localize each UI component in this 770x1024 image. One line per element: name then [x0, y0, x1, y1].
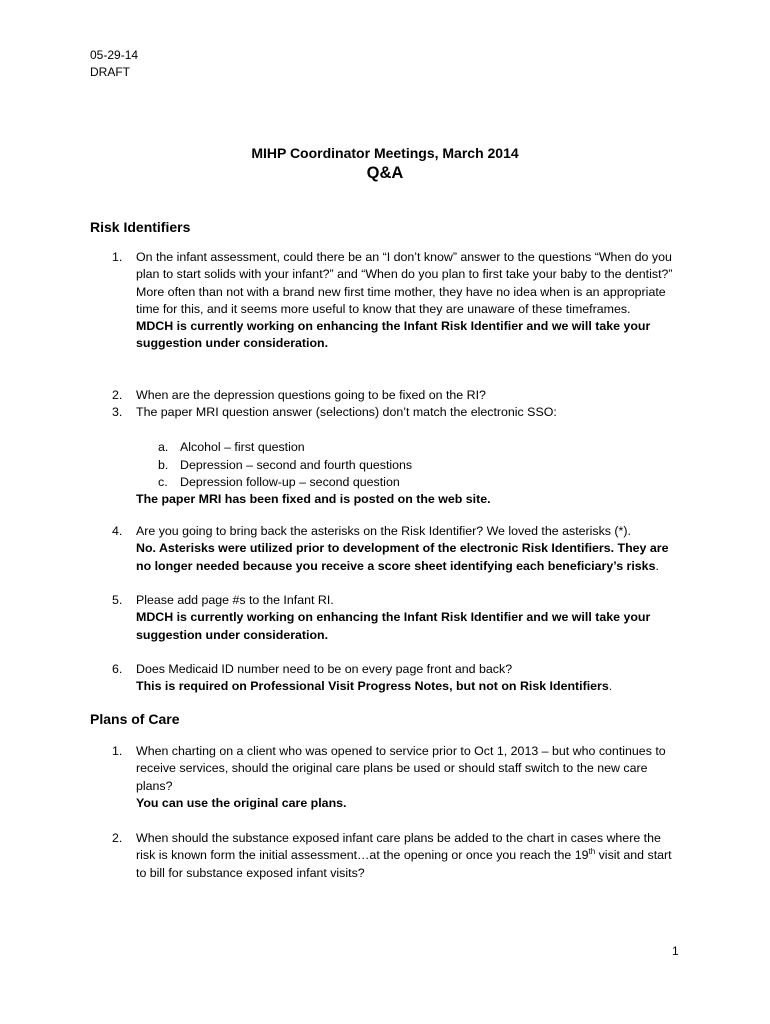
item-number: 3.	[112, 405, 123, 419]
care-item-1	[112, 743, 682, 812]
sub-item-letter: c.	[158, 474, 168, 489]
document-subtitle: Q&A	[366, 164, 404, 182]
item-number: 2.	[112, 388, 123, 402]
sub-item	[158, 457, 682, 474]
draft-label: DRAFT	[90, 65, 130, 79]
item-number: 5.	[112, 593, 123, 607]
question-text-start: When should the substance exposed infant care plans be added to the chart in cases where the risk is known form the initial assessment…at the opening or once you reach the 19	[136, 831, 661, 863]
item-question: On the infant assessment, could there be an “I don’t know” answer to the questions “When do you plan to start solids with your infant?” and “When do you plan to first take your baby to the dentist?” More often than not with a brand new first time mother, they have no idea when is an appropriate time for this, and it seems more useful to know that they are unaware of these timeframes.	[136, 250, 673, 316]
item-number: 2.	[112, 831, 123, 845]
answer-period: .	[655, 558, 659, 573]
item-number: 6.	[112, 662, 123, 676]
item-answer: MDCH is currently working on enhancing the Infant Risk Identifier and we will take your suggestion under consideration.	[136, 610, 651, 642]
risk-item-2	[112, 387, 682, 404]
section-heading-risk-identifiers: Risk Identifiers	[90, 219, 191, 235]
item-question: The paper MRI question answer (selections) don’t match the electronic SSO:	[136, 405, 557, 419]
question-text-end: visit and start to bill for substance exposed infant visits?	[136, 848, 672, 880]
item-question: Are you going to bring back the asterisks on the Risk Identifier? We loved the asterisks (*).	[136, 524, 631, 538]
item-number: 1.	[112, 744, 123, 758]
risk-item-1	[112, 249, 682, 353]
risk-item-3	[112, 404, 682, 508]
page-number: 1	[672, 944, 679, 958]
item-question: Does Medicaid ID number need to be on every page front and back?	[136, 662, 513, 676]
item-answer: This is required on Professional Visit Progress Notes, but not on Risk Identifiers	[136, 679, 609, 694]
ordinal-suffix: th	[588, 847, 596, 857]
document-date: 05-29-14	[90, 48, 139, 62]
answer-period: .	[608, 679, 613, 694]
sub-item-text: Alcohol – first question	[180, 440, 305, 455]
risk-item-5	[112, 592, 682, 644]
sub-item-letter: b.	[158, 457, 169, 472]
item-answer: You can use the original care plans.	[136, 795, 347, 810]
sub-item-text: Depression – second and fourth questions	[180, 457, 413, 472]
sub-item	[158, 474, 682, 491]
item-answer: MDCH is currently working on enhancing the Infant Risk Identifier and we will take your suggestion under consideration.	[136, 319, 651, 351]
item-number: 1.	[112, 250, 123, 264]
risk-item-6	[112, 661, 682, 696]
item-answer: The paper MRI has been fixed and is posted on the web site.	[136, 492, 491, 507]
care-item-2	[112, 830, 682, 882]
sub-item-text: Depression follow-up – second question	[180, 474, 400, 489]
item-question	[136, 830, 682, 882]
item-question: Please add page #s to the Infant RI.	[136, 593, 334, 607]
document-title: MIHP Coordinator Meetings, March 2014	[251, 145, 519, 161]
item-number: 4.	[112, 524, 123, 538]
risk-item-4	[112, 523, 682, 575]
sub-item-letter: a.	[158, 440, 169, 455]
sub-item	[158, 439, 682, 456]
item-question: When charting on a client who was opened to service prior to Oct 1, 2013 – but who continues to receive services, should the original care plans be used or should staff switch to the new care plans?	[136, 744, 666, 793]
item-answer: No. Asterisks were utilized prior to development of the electronic Risk Identifiers. They are no longer needed because you receive a score sheet identifying each beneficiary’s risks	[136, 541, 669, 573]
item-question: When are the depression questions going to be fixed on the RI?	[136, 388, 486, 402]
document-meta	[90, 47, 138, 81]
section-heading-plans-of-care: Plans of Care	[90, 711, 180, 727]
